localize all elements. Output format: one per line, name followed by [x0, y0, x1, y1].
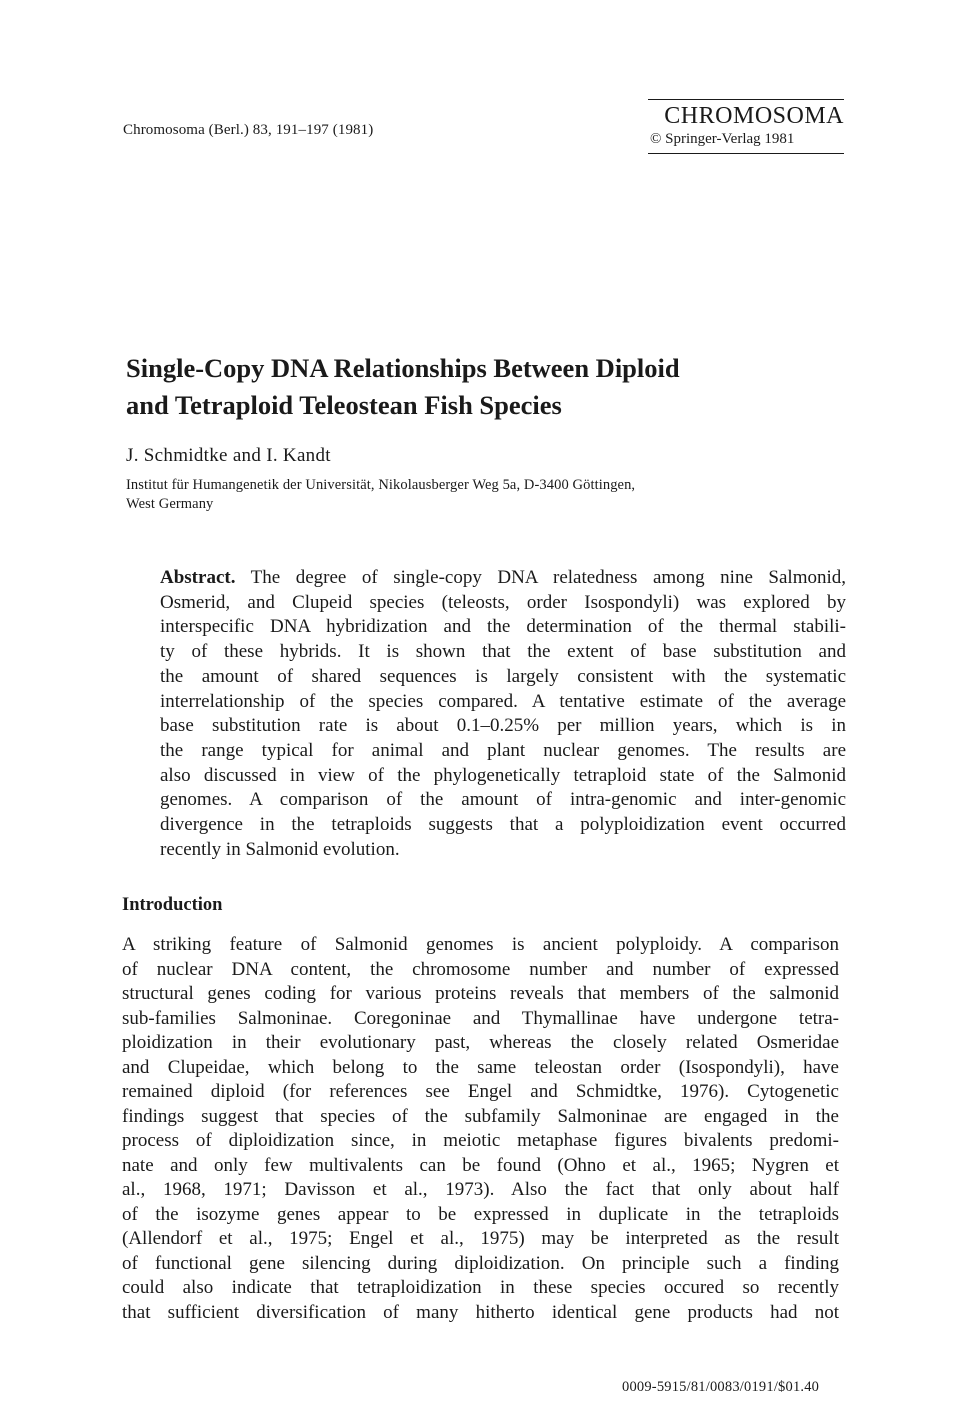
abstract-line: interrelationship of the species compared. A tentative estimate of the average: [160, 690, 846, 712]
abstract-line: interspecific DNA hybridization and the determination of the thermal stabili-: [160, 616, 846, 638]
journal-citation: Chromosoma (Berl.) 83, 191–197 (1981): [123, 122, 374, 138]
journal-name: CHROMOSOMA: [664, 103, 844, 129]
article-title: [126, 350, 846, 424]
article-authors: J. Schmidtke and I. Kandt: [126, 445, 331, 466]
masthead-bottom-rule: [648, 153, 844, 154]
body-line: of nuclear DNA content, the chromosome number and number of expressed: [122, 958, 839, 980]
abstract-line: ty of these hybrids. It is shown that the extent of base substitution and: [160, 641, 846, 663]
abstract-line: Osmerid, and Clupeid species (teleosts, order Isospondyli) was explored by: [160, 591, 846, 613]
masthead-top-rule: [648, 99, 844, 100]
body-line: A striking feature of Salmonid genomes is ancient polyploidy. A comparison: [122, 934, 839, 955]
abstract-line: genomes. A comparison of the amount of intra-genomic and inter-genomic: [160, 789, 846, 811]
abstract-label: Abstract.: [160, 567, 236, 588]
affiliation-line: Institut für Humangenetik der Universität, Nikolausberger Weg 5a, D-3400 Göttingen,: [126, 477, 636, 493]
body-line: (Allendorf et al., 1975; Engel et al., 1975) may be interpreted as the result: [122, 1228, 839, 1249]
body-line: ploidization in their evolutionary past, whereas the closely related Osmeridae: [122, 1032, 839, 1053]
body-line: structural genes coding for various proteins reveals that members of the salmonid: [122, 983, 839, 1004]
body-line: and Clupeidae, which belong to the same teleostan order (Isospondyli), have: [122, 1056, 839, 1078]
body-line: nate and only few multivalents can be found (Ohno et al., 1965; Nygren et: [122, 1154, 839, 1176]
body-line: of functional gene silencing during diploidization. On principle such a finding: [122, 1252, 839, 1274]
abstract-line: the amount of shared sequences is largely consistent with the systematic: [160, 665, 846, 687]
body-line: al., 1968, 1971; Davisson et al., 1973). Also the fact that only about half: [122, 1179, 839, 1200]
article-title-line: Single-Copy DNA Relationships Between Diploid: [126, 353, 680, 383]
abstract-line: also discussed in view of the phylogenetically tetraploid state of the Salmonid: [160, 764, 846, 786]
section-heading-introduction: Introduction: [122, 895, 223, 915]
affiliation-line: West Germany: [126, 496, 214, 512]
abstract: [160, 566, 846, 862]
body-line: of the isozyme genes appear to be expressed in duplicate in the tetraploids: [122, 1203, 839, 1225]
abstract-line: divergence in the tetraploids suggests that a polyploidization event occurred: [160, 814, 846, 836]
author-affiliation: [126, 476, 635, 514]
body-line: sub-families Salmoninae. Coregoninae and Thymallinae have undergone tetra-: [122, 1007, 839, 1029]
abstract-line: recently in Salmonid evolution.: [160, 838, 400, 860]
body-line: findings suggest that species of the subfamily Salmoninae are engaged in the: [122, 1105, 839, 1127]
journal-masthead: [648, 99, 844, 154]
body-line: that sufficient diversification of many hitherto identical gene products had not: [122, 1301, 839, 1323]
abstract-line: [160, 566, 846, 591]
article-title-line: and Tetraploid Teleostean Fish Species: [126, 390, 562, 420]
article-code: 0009-5915/81/0083/0191/$01.40: [622, 1379, 820, 1395]
body-line: could also indicate that tetraploidization in these species occured so recently: [122, 1277, 839, 1298]
body-line: process of diploidization since, in meiotic metaphase figures bivalents predomi-: [122, 1130, 839, 1151]
body-line: remained diploid (for references see Engel and Schmidtke, 1976). Cytogenetic: [122, 1081, 839, 1102]
abstract-first-line-text: The degree of single-copy DNA relatedness among nine Salmonid,: [235, 567, 846, 588]
abstract-line: base substitution rate is about 0.1–0.25% per million years, which is in: [160, 715, 846, 737]
abstract-line: the range typical for animal and plant nuclear genomes. The results are: [160, 739, 846, 761]
publisher-copyright: © Springer-Verlag 1981: [650, 131, 795, 147]
introduction-body: [122, 933, 839, 1325]
